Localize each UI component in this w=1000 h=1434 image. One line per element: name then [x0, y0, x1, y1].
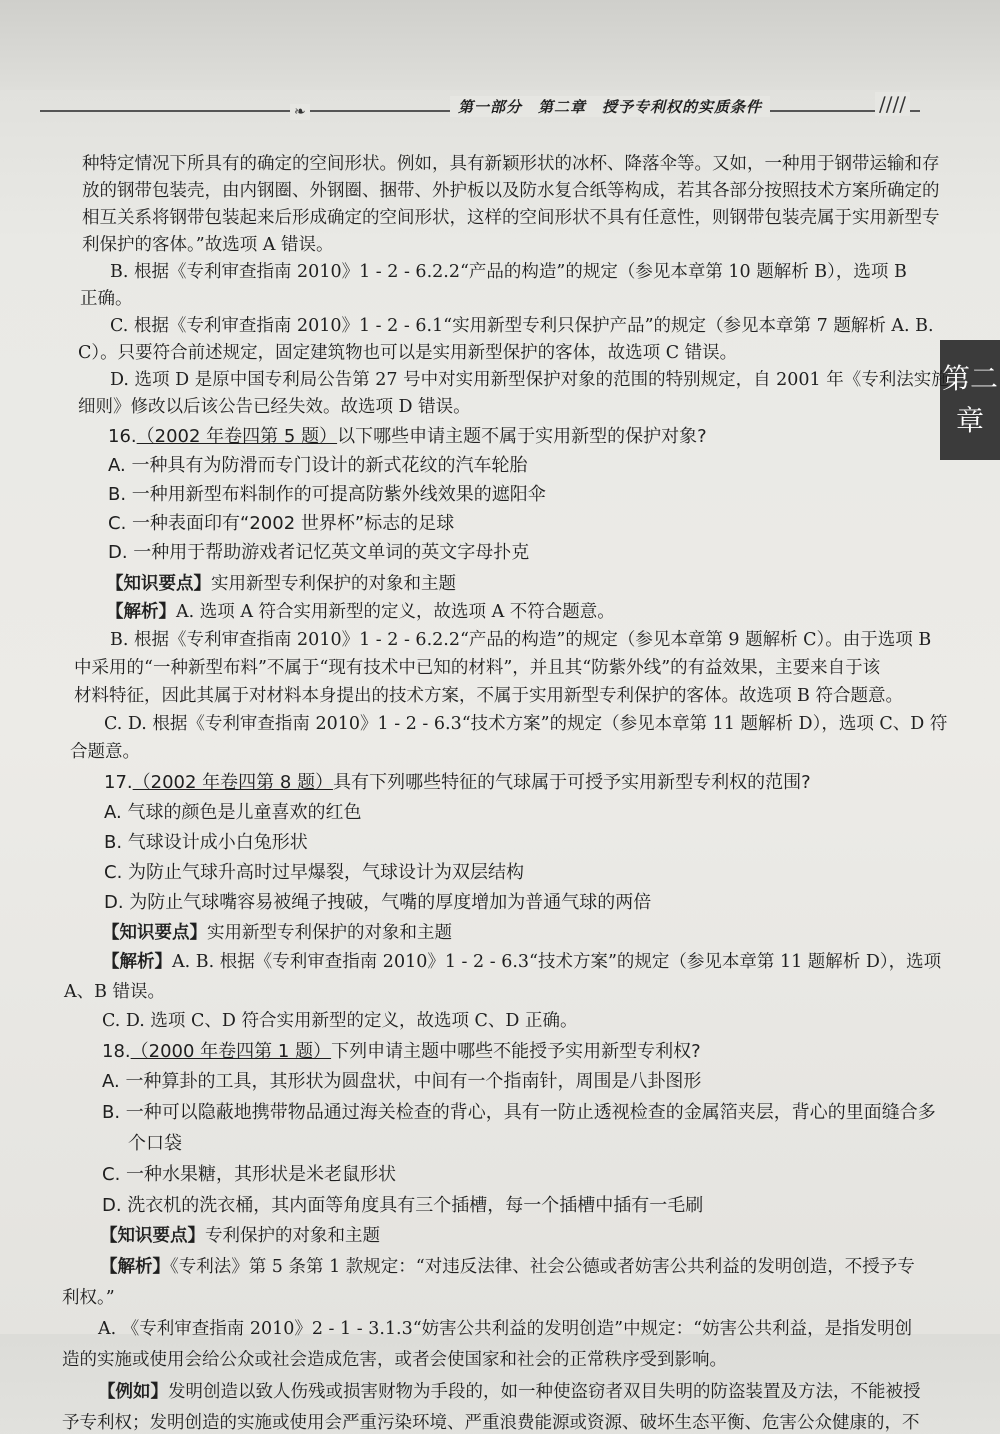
header-title: 第一部分 第二章 授予专利权的实质条件	[450, 96, 770, 117]
option-b: B. 一种用新型布料制作的可提高防紫外线效果的遮阳伞	[108, 484, 546, 505]
analysis-text: A. 选项 A 符合实用新型的定义，故选项 A 不符合题意。	[176, 602, 615, 622]
option-d: D. 为防止气球嘴容易被绳子拽破，气嘴的厚度增加为普通气球的两倍	[104, 892, 652, 913]
tag-label: 【解析】	[100, 1257, 170, 1277]
text-line: 造的实施或使用会给公众或社会造成危害，或者会使国家和社会的正常秩序受到影响。	[62, 1350, 727, 1370]
option-b: B. 气球设计成小白兔形状	[104, 832, 308, 853]
text-line: 合题意。	[70, 742, 140, 762]
page-top-shadow	[0, 0, 1000, 90]
question-number: 17.	[104, 772, 133, 793]
text-line: 利权。”	[62, 1288, 115, 1308]
text-line: 中采用的“一种新型布料”不属于“现有技术中已知的材料”，并且其“防紫外线”的有益效果，主要来自于该	[74, 658, 881, 678]
text-line: 利保护的客体。”故选项 A 错误。	[82, 235, 334, 255]
tag-label: 【知识要点】	[102, 923, 207, 943]
tag-label: 【知识要点】	[100, 1226, 205, 1246]
question-18	[102, 1037, 701, 1063]
question-number: 16.	[108, 426, 137, 447]
knowledge-point	[100, 1222, 380, 1247]
tag-label: 【知识要点】	[106, 574, 211, 594]
text-line: C）。只要符合前述规定，固定建筑物也可以是实用新型保护的客体，故选项 C 错误。	[78, 343, 738, 363]
option-c: C. 为防止气球升高时过早爆裂，气球设计为双层结构	[104, 862, 525, 883]
option-a: A. 一种算卦的工具，其形状为圆盘状，中间有一个指南针，周围是八卦图形	[102, 1071, 702, 1092]
question-17	[104, 768, 811, 794]
question-number: 18.	[102, 1041, 131, 1062]
chapter-tab-line1: 第二	[941, 362, 998, 395]
chapter-tab	[940, 340, 1000, 460]
text-line: C. D. 选项 C、D 符合实用新型的定义，故选项 C、D 正确。	[102, 1011, 578, 1031]
text-line: C. D. 根据《专利审查指南 2010》1 - 2 - 6.3“技术方案”的规定（参见本章第 11 题解析 D），选项 C、D 符	[104, 714, 948, 734]
question-text: 以下哪些申请主题不属于实用新型的保护对象?	[337, 426, 707, 447]
option-c: C. 一种表面印有“2002 世界杯”标志的足球	[108, 513, 455, 534]
tag-label: 【例如】	[98, 1382, 168, 1402]
question-source: （2002 年卷四第 8 题）	[132, 772, 334, 793]
text-line: 相互关系将钢带包装起来后形成确定的空间形状，这样的空间形状不具有任意性，则钢带包装壳属于实用新型专	[82, 208, 940, 228]
option-c: C. 一种水果糖，其形状是米老鼠形状	[102, 1164, 397, 1185]
slash-ornament-icon: ∕∕∕∕	[875, 92, 910, 116]
text-line: B. 根据《专利审查指南 2010》1 - 2 - 6.2.2“产品的构造”的规定（参见本章第 9 题解析 C）。由于选项 B	[110, 630, 932, 650]
text-line: 种特定情况下所具有的确定的空间形状。例如，具有新颖形状的冰杯、降落伞等。又如，一种用于钢带运输和存	[82, 154, 940, 174]
question-text: 具有下列哪些特征的气球属于可授予实用新型专利权的范围?	[333, 772, 811, 793]
running-header	[40, 92, 920, 132]
text-line: D. 选项 D 是原中国专利局公告第 27 号中对实用新型保护对象的范围的特别规定，自 2001 年《专利法实施	[110, 370, 949, 390]
leaf-ornament-icon: ❧	[290, 104, 310, 120]
knowledge-point	[102, 919, 452, 944]
knowledge-point	[106, 570, 456, 595]
option-a: A. 气球的颜色是儿童喜欢的红色	[104, 802, 362, 823]
analysis-text: 《专利法》第 5 条第 1 款规定：“对违反法律、社会公德或者妨害公共利益的发明创造，不授予专	[170, 1257, 915, 1277]
analysis	[100, 1253, 915, 1278]
option-a: A. 一种具有为防滑而专门设计的新式花纹的汽车轮胎	[108, 455, 528, 476]
chapter-tab-line2: 章	[955, 404, 984, 437]
knowledge-text: 实用新型专利保护的对象和主题	[211, 574, 456, 594]
example-text: 发明创造以致人伤残或损害财物为手段的，如一种使盗窃者双目失明的防盗装置及方法，不能被授	[168, 1382, 921, 1402]
analysis	[102, 948, 941, 973]
question-source: （2002 年卷四第 5 题）	[136, 426, 338, 447]
text-line: 放的钢带包装壳，由内钢圈、外钢圈、捆带、外护板以及防水复合纸等构成，若其各部分按照技术方案所确定的	[82, 181, 940, 201]
option-b-cont: 个口袋	[128, 1133, 182, 1154]
question-16	[108, 422, 707, 448]
knowledge-text: 专利保护的对象和主题	[205, 1226, 380, 1246]
example	[98, 1378, 921, 1403]
text-line: A. 《专利审查指南 2010》2 - 1 - 3.1.3“妨害公共利益的发明创造”中规定：“妨害公共利益，是指发明创	[98, 1319, 913, 1339]
question-source: （2000 年卷四第 1 题）	[130, 1041, 332, 1062]
tag-label: 【解析】	[106, 602, 176, 622]
knowledge-text: 实用新型专利保护的对象和主题	[207, 923, 452, 943]
text-line: 材料特征，因此其属于对材料本身提出的技术方案，不属于实用新型专利保护的客体。故选项 B 符合题意。	[74, 686, 903, 706]
question-text: 下列申请主题中哪些不能授予实用新型专利权?	[331, 1041, 701, 1062]
text-line: B. 根据《专利审查指南 2010》1 - 2 - 6.2.2“产品的构造”的规定（参见本章第 10 题解析 B），选项 B	[110, 262, 907, 282]
analysis-text: A. B. 根据《专利审查指南 2010》1 - 2 - 6.3“技术方案”的规定（参见本章第 11 题解析 D），选项	[172, 952, 942, 972]
option-d: D. 一种用于帮助游戏者记忆英文单词的英文字母扑克	[108, 542, 530, 563]
option-b: B. 一种可以隐蔽地携带物品通过海关检查的背心，具有一防止透视检查的金属箔夹层，背心的里面缝合多	[102, 1102, 936, 1123]
tag-label: 【解析】	[102, 952, 172, 972]
option-d: D. 洗衣机的洗衣桶，其内面等角度具有三个插槽，每一个插槽中插有一毛刷	[102, 1195, 704, 1216]
text-line: A、B 错误。	[64, 982, 166, 1002]
text-line: 予专利权；发明创造的实施或使用会严重污染环境、严重浪费能源或资源、破坏生态平衡、危害公众健康的，不	[62, 1413, 920, 1433]
text-line: 细则》修改以后该公告已经失效。故选项 D 错误。	[78, 397, 471, 417]
text-line: C. 根据《专利审查指南 2010》1 - 2 - 6.1“实用新型专利只保护产品”的规定（参见本章第 7 题解析 A. B.	[110, 316, 934, 336]
analysis	[106, 598, 615, 623]
text-line: 正确。	[80, 289, 133, 309]
